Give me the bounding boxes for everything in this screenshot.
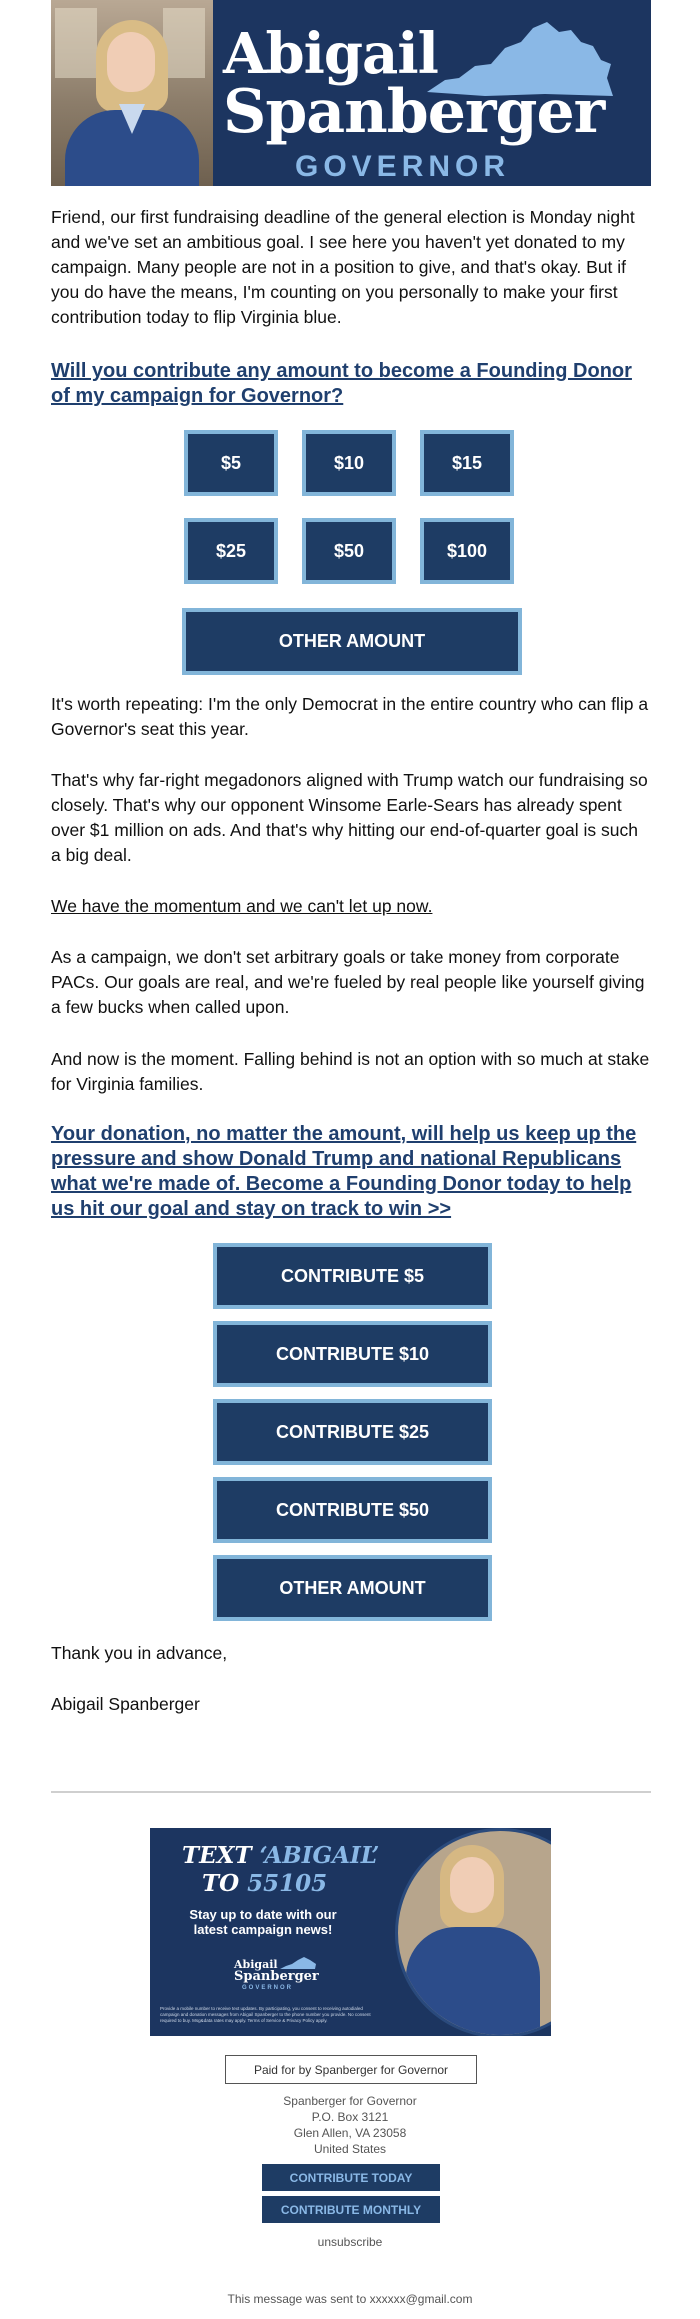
text-banner-subtitle: Stay up to date with our latest campaign news! — [189, 1907, 337, 1937]
closing-signature: Abigail Spanberger — [51, 1694, 200, 1714]
header-name-line2: Spanberger — [223, 77, 605, 147]
mini-logo-line3: GOVERNOR — [242, 1985, 294, 1991]
founding-donor-ask-link[interactable]: Will you contribute any amount to become a Founding Donor of my campaign for Governor? — [51, 360, 632, 407]
closing-thanks: Thank you in advance, — [51, 1643, 228, 1663]
candidate-photo — [51, 0, 213, 186]
text-prefix: TEXT — [182, 1842, 260, 1869]
mini-logo-line2: Spanberger — [234, 1969, 319, 1984]
contribute-50-button[interactable]: CONTRIBUTE $50 — [213, 1477, 492, 1543]
header-banner — [51, 0, 651, 186]
body-paragraph-4: As a campaign, we don't set arbitrary goals or take money from corporate PACs. Our goals are real, and we're fueled by real people like yourself giving a few bucks when called upon. — [51, 947, 645, 1017]
address-line-4: United States — [313, 2142, 387, 2156]
amount-button-100[interactable]: $100 — [420, 518, 514, 584]
candidate-portrait — [395, 1828, 551, 2036]
to-prefix: TO — [202, 1870, 248, 1897]
footer-divider — [51, 1791, 651, 1793]
amount-button-50[interactable]: $50 — [302, 518, 396, 584]
intro-paragraph: Friend, our first fundraising deadline of the general election is Monday night and we've set an ambitious goal. I see here you haven't yet donated to my campaign. Many people are not in a position to give, and that's okay. But if you do have the means, I'm counting on you personally to make your first contribution today to flip Virginia blue. — [51, 207, 635, 327]
address-line-2: P.O. Box 3121 — [311, 2110, 389, 2124]
contribute-today-button[interactable]: CONTRIBUTE TODAY — [262, 2164, 440, 2191]
contribute-other-amount-button[interactable]: OTHER AMOUNT — [213, 1555, 492, 1621]
sent-to-notice: This message was sent to xxxxxx@gmail.com — [227, 2292, 473, 2306]
donation-ask-link[interactable]: Your donation, no matter the amount, will help us keep up the pressure and show Donald Trump and national Republicans what we're made of. Become a Founding Donor today to help us hit our goal and stay on track to win >> — [51, 1123, 637, 1220]
text-keyword-line — [182, 1842, 379, 1869]
amount-button-10[interactable]: $10 — [302, 430, 396, 496]
contribute-monthly-button[interactable]: CONTRIBUTE MONTHLY — [262, 2196, 440, 2223]
body-paragraph-5: And now is the moment. Falling behind is not an option with so much at stake for Virginia families. — [51, 1049, 650, 1094]
address-line-1: Spanberger for Governor — [283, 2094, 417, 2108]
mini-logo-line1: Abigail — [234, 1958, 278, 1971]
virginia-map-icon — [280, 1956, 316, 1970]
amount-button-25[interactable]: $25 — [184, 518, 278, 584]
header-office: GOVERNOR — [295, 150, 511, 183]
body-paragraph-1: It's worth repeating: I'm the only Democrat in the entire country who can flip a Governor's seat this year. — [51, 694, 649, 739]
text-shortcode-line — [202, 1870, 327, 1897]
text-keyword: ‘ABIGAIL’ — [259, 1842, 380, 1869]
amount-button-5[interactable]: $5 — [184, 430, 278, 496]
header-name-line1: Abigail — [223, 21, 438, 87]
body-paragraph-2: That's why far-right megadonors aligned with Trump watch our fundraising so closely. That's why our opponent Winsome Earle-Sears has already spent over $1 million on ads. And that's why hitting our end-of-quarter goal is such a big deal. — [51, 770, 648, 865]
contribute-25-button[interactable]: CONTRIBUTE $25 — [213, 1399, 492, 1465]
text-signup-banner[interactable] — [150, 1828, 551, 2036]
shortcode: 55105 — [247, 1870, 328, 1897]
unsubscribe-link[interactable]: unsubscribe — [317, 2235, 383, 2249]
other-amount-button[interactable]: OTHER AMOUNT — [182, 608, 522, 675]
contribute-10-button[interactable]: CONTRIBUTE $10 — [213, 1321, 492, 1387]
contribute-5-button[interactable]: CONTRIBUTE $5 — [213, 1243, 492, 1309]
momentum-link[interactable]: We have the momentum and we can't let up now. — [51, 896, 433, 916]
text-banner-fine-print: Provide a mobile number to receive text updates. By participating, you consent to receiving autodialed campaign and donation messages from Abigail Spanberger to the phone number you provide. No consent required to buy. Msg&data rates may apply. Terms of Service & Privacy Policy apply. — [160, 2006, 371, 2023]
address-line-3: Glen Allen, VA 23058 — [293, 2126, 407, 2140]
amount-button-15[interactable]: $15 — [420, 430, 514, 496]
paid-for-disclaimer: Paid for by Spanberger for Governor — [225, 2055, 477, 2084]
